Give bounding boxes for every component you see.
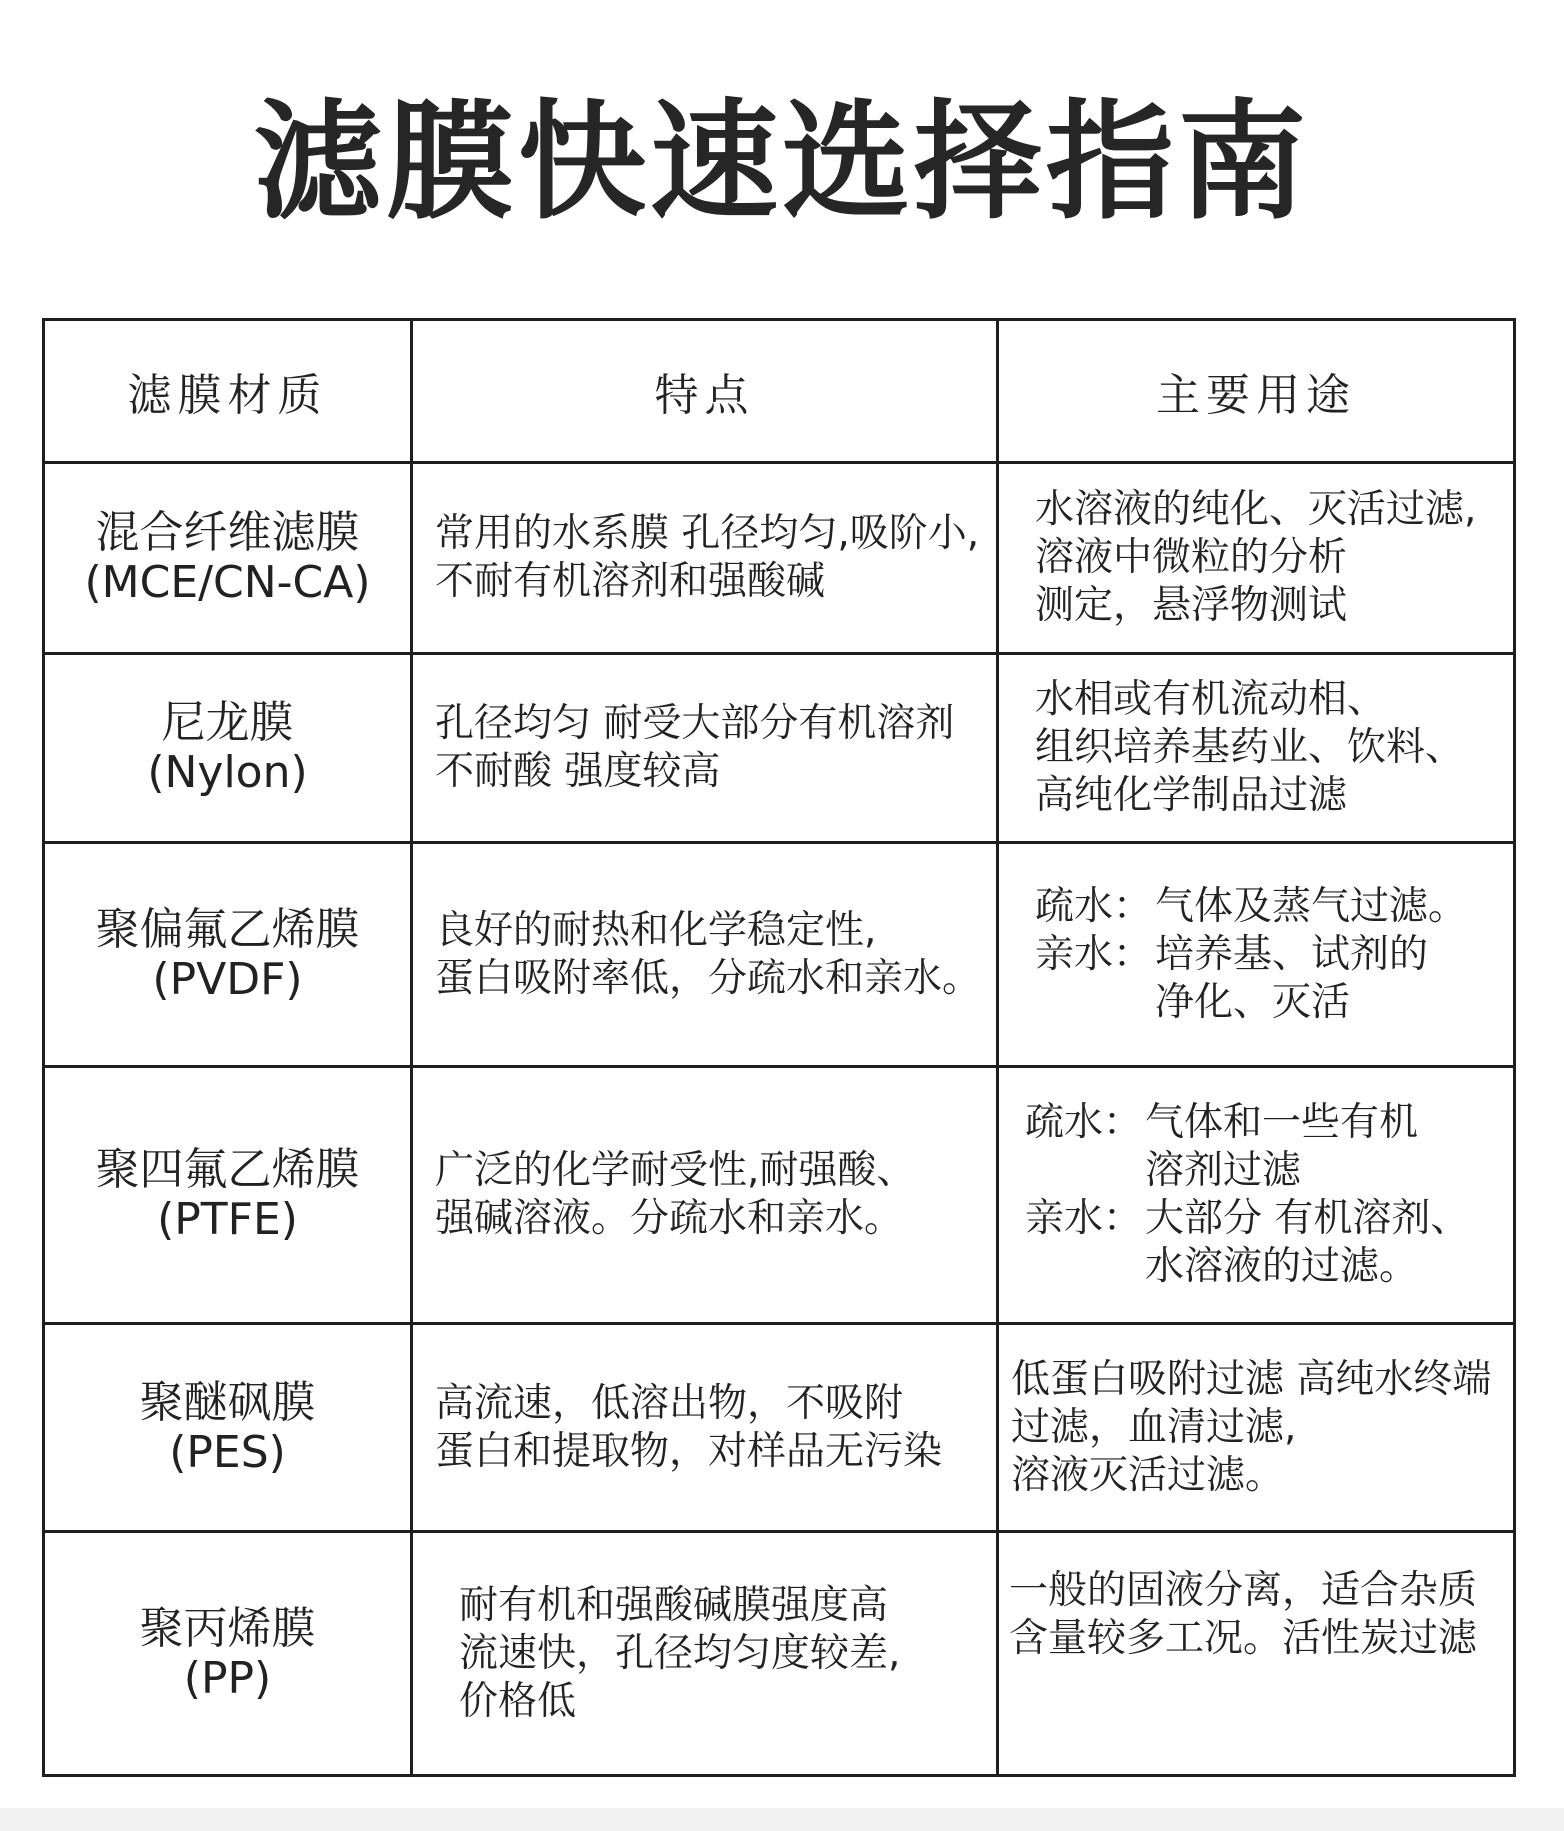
use-line: 水溶液的纯化、灭活过滤, — [1035, 487, 1477, 532]
use-line: 净化、灭活 — [1155, 979, 1351, 1025]
use-line: 水溶液的过滤。 — [1145, 1244, 1419, 1289]
feature-line: 流速快，孔径均匀度较差, — [459, 1630, 901, 1676]
page-title: 滤膜快速选择指南 — [253, 88, 1310, 237]
feature-line: 广泛的化学耐受性,耐强酸、 — [435, 1148, 916, 1193]
feature-line: 蛋白和提取物，对样品无污染 — [435, 1428, 943, 1474]
table-row-nylon — [44, 654, 1515, 843]
use-line: 高纯化学制品过滤 — [1035, 773, 1348, 818]
material-code: (MCE/CN-CA) — [84, 557, 371, 608]
features-cell — [412, 1067, 998, 1324]
use-item-hydrophobic — [1025, 1099, 1503, 1195]
use-line: 溶剂过滤 — [1145, 1148, 1302, 1193]
feature-line: 价格低 — [459, 1678, 577, 1724]
material-name: 混合纤维滤膜 — [95, 507, 360, 558]
feature-line: 高流速，低溶出物，不吸附 — [435, 1380, 904, 1426]
material-cell — [44, 654, 412, 843]
uses-cell — [998, 463, 1515, 654]
material-code: (Nylon) — [147, 747, 308, 798]
uses-cell — [998, 1324, 1515, 1532]
material-cell — [44, 1067, 412, 1324]
feature-line: 耐有机和强酸碱膜强度高 — [459, 1582, 889, 1628]
use-line: 组织培养基药业、饮料、 — [1035, 725, 1465, 770]
material-name: 聚丙烯膜 — [139, 1602, 316, 1654]
material-cell — [44, 1324, 412, 1532]
feature-line: 孔径均匀 耐受大部分有机溶剂 — [435, 701, 955, 746]
use-line: 过滤，血清过滤, — [1011, 1404, 1297, 1450]
table-row-pvdf — [44, 843, 1515, 1067]
uses-cell — [998, 1532, 1515, 1776]
feature-line: 不耐酸 强度较高 — [435, 749, 721, 794]
use-item-hydrophilic — [1025, 1195, 1503, 1291]
use-line: 一般的固液分离，适合杂质 — [1009, 1568, 1478, 1613]
use-line: 含量较多工况。活性炭过滤 — [1009, 1616, 1478, 1661]
material-name: 聚醚砜膜 — [139, 1376, 316, 1428]
material-code: (PTFE) — [157, 1194, 298, 1245]
filter-membrane-table — [42, 318, 1516, 1777]
use-label: 疏水： — [1025, 1100, 1143, 1145]
features-cell — [412, 843, 998, 1067]
table-header-row — [44, 320, 1515, 463]
use-line: 溶液中微粒的分析 — [1035, 535, 1348, 580]
feature-line: 强碱溶液。分疏水和亲水。 — [435, 1196, 904, 1241]
use-line: 培养基、试剂的 — [1155, 931, 1429, 977]
use-line: 气体及蒸气过滤。 — [1155, 883, 1468, 929]
material-name: 聚偏氟乙烯膜 — [95, 903, 360, 955]
header-uses: 主要用途 — [998, 320, 1515, 463]
header-features: 特点 — [412, 320, 998, 463]
material-cell — [44, 463, 412, 654]
material-code: (PES) — [169, 1426, 286, 1478]
use-line: 大部分 有机溶剂、 — [1145, 1196, 1470, 1241]
use-label: 亲水： — [1025, 1196, 1143, 1241]
material-name: 聚四氟乙烯膜 — [95, 1144, 360, 1195]
use-item-hydrophilic — [1035, 931, 1503, 1027]
uses-cell — [998, 843, 1515, 1067]
features-cell — [412, 1532, 998, 1776]
use-item-hydrophobic — [1035, 883, 1503, 931]
use-line: 低蛋白吸附过滤 高纯水终端 — [1011, 1356, 1492, 1402]
features-cell — [412, 463, 998, 654]
uses-cell — [998, 654, 1515, 843]
header-material: 滤膜材质 — [44, 320, 412, 463]
use-line: 测定，悬浮物测试 — [1035, 583, 1348, 628]
features-cell — [412, 1324, 998, 1532]
material-code: (PVDF) — [152, 953, 303, 1005]
use-label: 疏水： — [1035, 883, 1153, 929]
use-label: 亲水： — [1035, 931, 1153, 977]
uses-cell — [998, 1067, 1515, 1324]
use-line: 溶液灭活过滤。 — [1011, 1452, 1285, 1498]
table-row-mce — [44, 463, 1515, 654]
feature-line: 常用的水系膜 孔径均匀,吸阶小, — [435, 511, 980, 556]
table-row-pes — [44, 1324, 1515, 1532]
bottom-strip — [0, 1808, 1564, 1831]
use-line: 水相或有机流动相、 — [1035, 677, 1387, 722]
material-cell — [44, 843, 412, 1067]
table-row-pp — [44, 1532, 1515, 1776]
use-line: 气体和一些有机 — [1145, 1100, 1419, 1145]
feature-line: 良好的耐热和化学稳定性, — [435, 907, 877, 953]
material-code: (PP) — [183, 1652, 272, 1704]
material-cell — [44, 1532, 412, 1776]
material-name: 尼龙膜 — [161, 697, 294, 748]
feature-line: 蛋白吸附率低，分疏水和亲水。 — [435, 955, 982, 1001]
feature-line: 不耐有机溶剂和强酸碱 — [435, 559, 826, 604]
features-cell — [412, 654, 998, 843]
table-row-ptfe — [44, 1067, 1515, 1324]
